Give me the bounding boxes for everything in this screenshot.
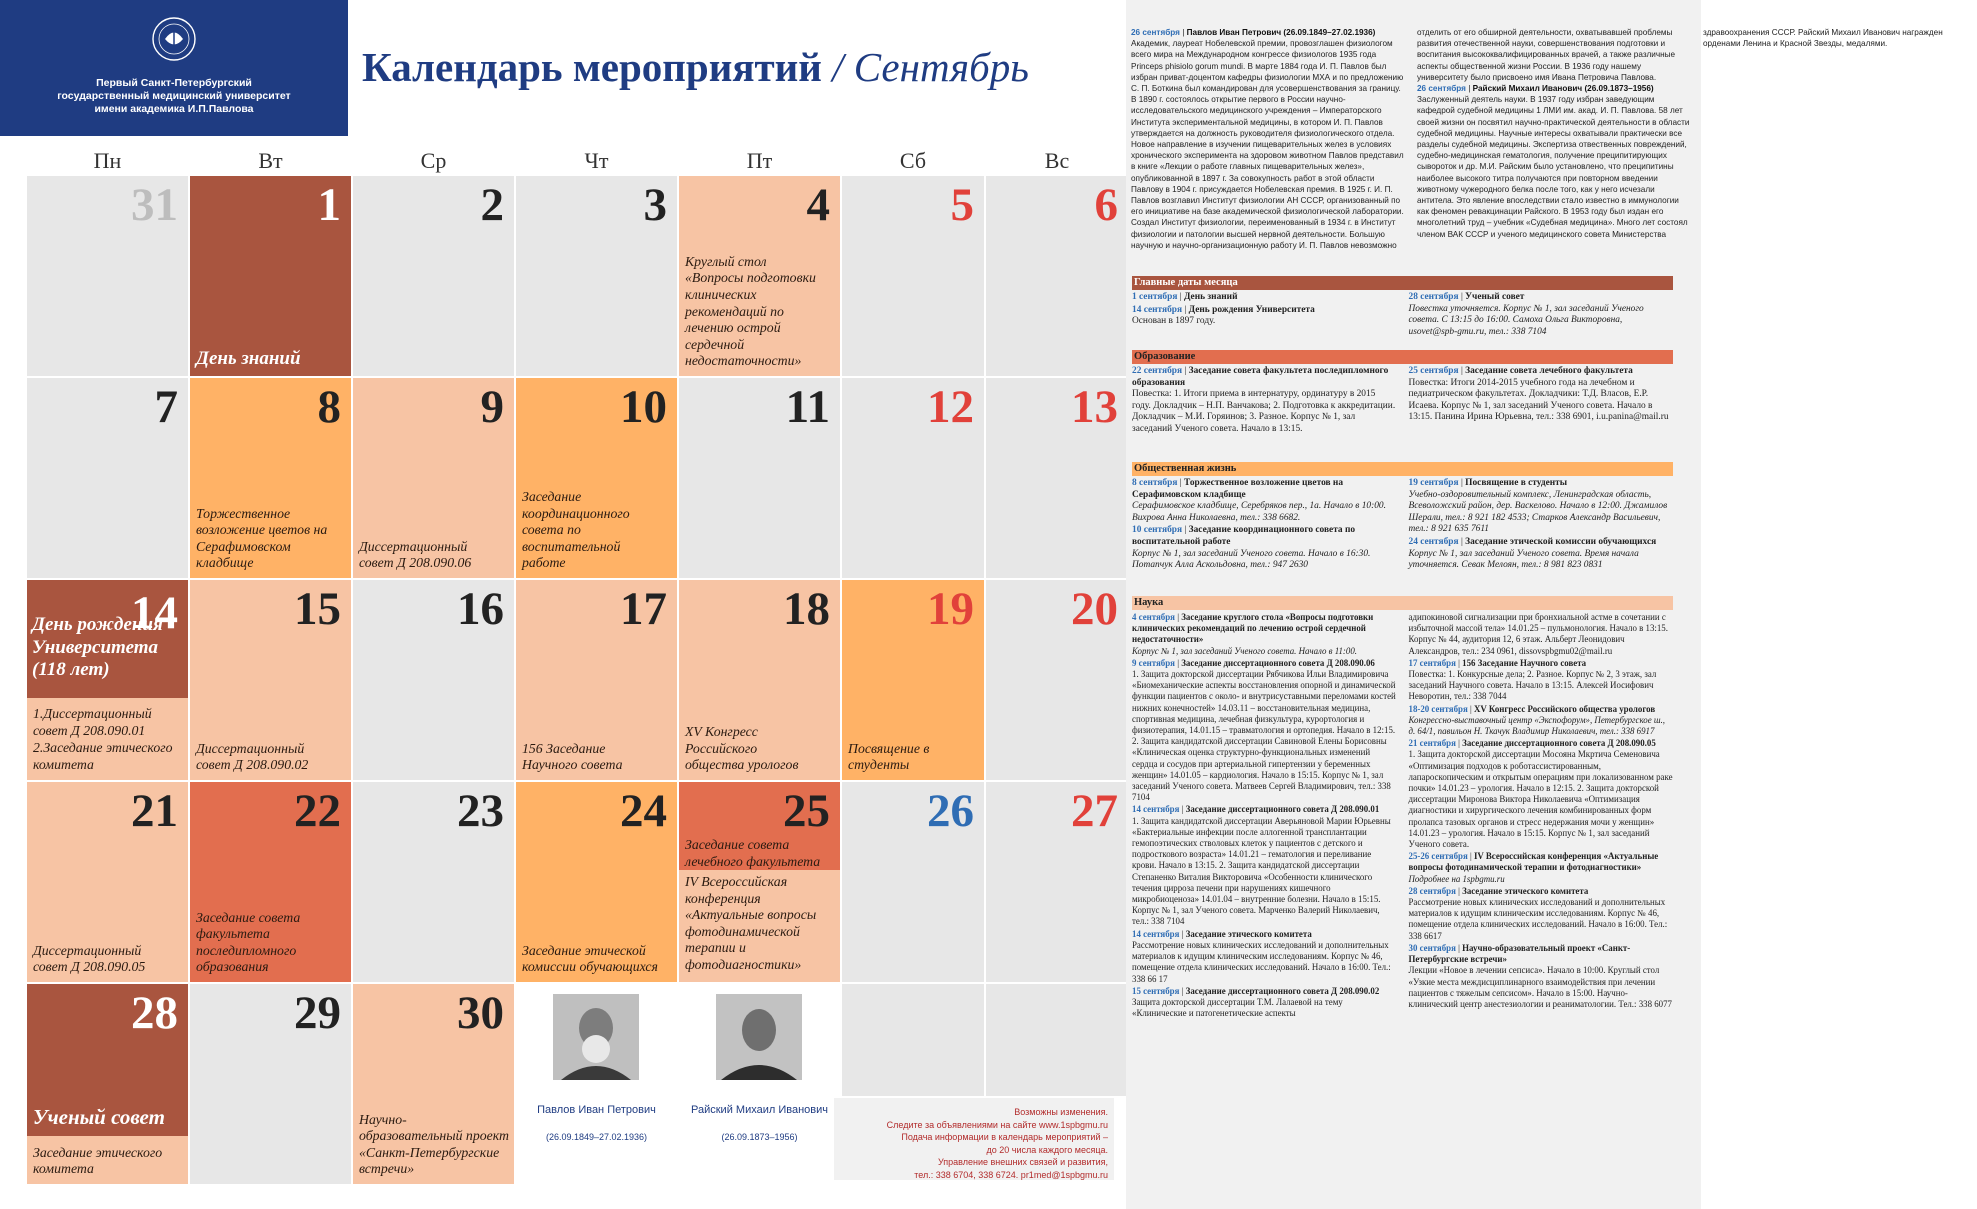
day-number: 16 [457,583,504,635]
event-label: Заседание совета лечебного факультета [685,837,821,869]
entry-text: 1. Защита докторской диссертации Мосояна Мкртича Семеновича «Оптимизация подходов к роботассистированным, лапароскопическим и открытым операциям при локализованном раке почки» 14.01.23 – урология. Начало в 12:15. 2. Защита докторской диссертации Миронова Виктора Николаевича «Оптимизация диагностики и хирургического лечения комбинированных форм пролапса тазовых органов и стресс недержания мочи у женщин» 14.01.23 – урология. Начало в 15:15. Корпус № 1, зал заседаний Ученого совета. [1408,749,1673,850]
entry-heading: IV Всероссийская конференция «Актуальные вопросы фотодинамической терапии и фотодиагностики» [1408,851,1659,873]
day-cell-15[interactable] [190,580,351,780]
entry-text: Повестка: 1. Конкурсные дела; 2. Разное. Корпус № 2, 3 этаж, зал заседаний Научного совета. Начало в 13:15. Алексей Иосифович Неворотин, тел.: 338 7044 [1408,669,1657,702]
event-label: 2.Заседание этического комитета [33,740,173,772]
entry-heading: Ученый совет [1465,292,1525,302]
day-cell-20[interactable] [986,580,1128,780]
entry-heading: Заседание круглого стола «Вопросы подготовки клинических рекомендаций по лечению острой сердечной недостаточности» [1132,612,1374,645]
portrait-dates: (26.09.1849–27.02.1936) [545,1132,648,1142]
event-label: Диссертационный совет Д 208.090.06 [359,538,472,571]
section-column-left: 22 сентября | Заседание совета факультета последипломного образования Повестка: 1. Итоги приема в интернатуру, ординатуру в 2015 году. Докладчик – Н.П. Ванчакова; 2. Подготовка к аккредитации. Докладчик – М.И. Горяинов; 3. Разное. Корпус № 1, зал заседаний Ученого совета. Начало в 13:15. [1132,366,1396,434]
day-number: 7 [154,381,178,433]
day-number: 5 [950,179,974,231]
entry-text: Повестка: Итоги 2014-2015 учебного года на лечебном и педиатрическом факультетах. Докладчики: Т.Д. Власов, Е.Р. Исаева. Корпус № 1, зал заседаний Ученого совета. Начало в 13:15. Панина Ирина Юрьевна, тел.: 338 6901, i.u.panina@mail.ru [1408,377,1669,423]
day-cell-13[interactable] [986,378,1128,578]
event-label: IV Всероссийская конференция «Актуальные вопросы фотодинамической терапии и фотодиагностики» [685,874,817,972]
day-number: 12 [927,381,974,433]
event-label: Диссертационный совет Д 208.090.02 [196,740,309,773]
section-education [1132,350,1673,437]
event-label: 1.Диссертационный совет Д 208.090.01 [33,706,152,738]
entry-date: 28 сентября [1408,292,1459,302]
section-title: Образование [1132,350,1673,364]
entry-heading: 156 Заседание Научного совета [1462,657,1587,668]
entry-text: Основан в 1897 году. [1132,316,1216,327]
event-label: Диссертационный совет Д 208.090.05 [33,942,146,975]
event-label: XV Конгресс Российского общества урологов [685,724,799,773]
bio-text: Академик, лауреат Нобелевской премии, провозглашен физиологом всего мира на Международном конгрессе физиологов 1935 года Princeps phisiolo gorum mundi. В марте 1884 года И. П. Павлов был избран приват-доцентом кафедры физиологии МХА и по предложению С. П. Боткина был командирован для усовершенствования за границу. В 1890 г. состоялось открытие первого в России научно-исследовательского медицинского учреждения – Императорского Института экспериментальной медицины, в котором И. П. Павлов утверждается на должность руководителя физиологического отдела. Новое направление в изучении пищеварительных желез в условиях хронического эксперимента на здоровом животном Павлов представил в книге «Лекции о работе главных пищеварительных желез», опубликованной в 1897 г. За совокупность работ в этой области Павлову в 1904 г. присуждается Нобелевская премия. В 1925 г. И. П. Павлов возглавил Институт физиологии АН СССР, организованный по его инициативе на базе академической физиологической лаборатории. Создал Институт физиологии, переименованный в 1934 г. в Институт физиологии и патологии высшей нервной деятельности. Большую научную и научно-организационную работу И. П. Павлов невозможно отделить от его обширной деятельности, охватывавшей проблемы развития отечественной науки, совершенствования подготовки и воспитания высококвалифицированных врачей, а также различные аспекты общественной жизни России. В 1936 году нашему университету было присвоено имя Ивана Петровича Павлова. [1131,28,1676,250]
portrait-image [553,994,639,1080]
entry-date: 14 сентября [1132,804,1180,815]
entry-date: 30 сентября [1408,942,1456,953]
bio-heading: Павлов Иван Петрович (26.09.1849–27.02.1936) [1186,28,1376,37]
entry-date: 28 сентября [1408,885,1456,896]
entry-date: 25-26 сентября [1408,851,1468,862]
day-cell-26[interactable] [842,782,984,982]
section-title: Главные даты месяца [1132,276,1673,290]
entry-date: 14 сентября [1132,304,1183,315]
entry-date: 15 сентября [1132,985,1180,996]
entry-date: 8 сентября [1132,478,1178,488]
birthday-title: День рождения Университета (118 лет) [32,614,163,680]
section-column-left: 4 сентября | Заседание круглого стола «Вопросы подготовки клинических рекомендаций по лечению острой сердечной недостаточности» Корпус № 1, зал заседаний Ученого совета. Начало в 11:00. 9 сентября | Заседание диссертационного совета Д 208.090.06 1. Защита докторской диссертации Рябчикова Ильи Владимировича «Биомеханические аспекты восстановления опорной и динамической функции пациентов с около- и внутрисуставными переломами костей нижних конечностей» 14.03.11 – восстановительная медицина, спортивная медицина, лечебная физкультура, курортология и физиотерапия, 14.01.15 – травматология и ортопедия. Начало в 12:15. 2. Защита кандидатской диссертации Савиновой Елены Борисовны «Клиническая оценка структурно-функциональных изменений сердца и сосудов при артериальной гипертензии у беременных женщин» 14.01.05 – кардиология. Начало в 15:15. Корпус № 1, зал заседаний Ученого совета. Матвеев Сергей Владимирович, тел.: 338 7104 14 сентября | Заседание диссертационного совета Д 208.090.01 1. Защита кандидатской диссертации Аверьяновой Марии Юрьевны «Бактериальные инфекции после аллогенной трансплантации гемопоэтических стволовых клеток у пациентов с детского и подросткового возраста» 14.01.21 – гематология и переливание крови. Начало в 13:15. 2. Защита кандидатской диссертации Степаненко Виталия Викторовича «Особенности клинического течения цирроза печени при нарушениях кишечного микробиоценоза» 14.01.04 – внутренние болезни. Начало в 15:15. Корпус № 1, зал Ученого совета. Марченко Валерий Николаевич, тел.: 338 7104 14 сентября | Заседание этического комитета Рассмотрение новых клинических исследований и дополнительных материалов к идущим клиническим исследованиям. Корпус № 46, помещение отдела клинических исследований. Начало в 16:00. Тел.: 338 66 17 15 сентября | Заседание диссертационного совета Д 208.090.02 Защита докторской диссертации Т.М. Лалаевой на тему «Клинические и патогенетические аспекты [1132,612,1396,1019]
day-number: 29 [294,987,341,1039]
day-cell-31[interactable] [27,176,188,376]
entry-heading: Заседание координационного совета по воспитательной работе [1132,525,1356,547]
portrait-image [716,994,802,1080]
entry-text: Корпус № 1, зал заседаний Ученого совета. Время начала уточняется. Севак Мелоян, тел.: 8 981 823 0831 [1408,548,1639,571]
day-cell-19[interactable] [842,580,984,780]
entry-text: Корпус № 1, зал заседаний Ученого совета. Начало в 16:30. Потапчук Алла Аскольдовна, тел.: 947 2630 [1132,548,1371,571]
entry-date: 21 сентября [1408,738,1456,749]
day-cell-29[interactable] [190,984,351,1184]
person-photo-icon [553,994,639,1080]
entry-text: Конгрессно-выставочный центр «Экспофорум», Петербургское ш., д. 64/1, павильон H. Ткачук Владимир Николаевич, тел.: 338 6917 [1408,714,1666,737]
entry-date: 18-20 сентября [1408,703,1468,714]
day-number: 19 [927,583,974,635]
day-number: 22 [294,785,341,837]
university-logo-block [0,0,348,136]
weekday-label: Пн [93,148,122,173]
day-number: 6 [1094,179,1118,231]
title-month: / Сентябрь [832,44,1029,90]
day-cell-21[interactable] [27,782,188,982]
entry-heading: Торжественное возложение цветов на Серафимовском кладбище [1132,478,1344,500]
day-cell-7[interactable] [27,378,188,578]
academic-council-block [27,984,188,1136]
entry-text: Рассмотрение новых клинических исследований и дополнительных материалов к идущим клиническим исследованиям. Корпус № 46, помещение отдела клинических исследований. Начало в 16:00. Тел.: 338 6617 [1408,897,1668,941]
day-number: 18 [783,583,830,635]
day-cell-11[interactable] [679,378,840,578]
day-cell-28[interactable] [27,984,188,1184]
faculty-council-block [679,782,840,870]
day-cell-1[interactable] [190,176,351,376]
entry-date: 10 сентября [1132,525,1183,536]
event-label: 156 Заседание Научного совета [522,740,623,773]
entry-text: Корпус № 1, зал заседаний Ученого совета. Начало в 11:00. [1132,645,1357,656]
day-number: 13 [1071,381,1118,433]
section-column-right: адипокиновой сигнализации при бронхиальной астме в сочетании с избыточной массой тела» 14.01.25 – пульмонология. Начало в 13:15. Корпус № 44, аудитория 12, 6 этаж. Альберт Леонидович Александров, тел.: 234 0961, dissovspbgmu02@mail.ru 17 сентября | 156 Заседание Научного совета Повестка: 1. Конкурсные дела; 2. Разное. Корпус № 2, 3 этаж, зал заседаний Научного совета. Начало в 13:15. Алексей Иосифович Неворотин, тел.: 338 7044 18-20 сентября | XV Конгресс Российского общества урологов Конгрессно-выставочный центр «Экспофорум», Петербургское ш., д. 64/1, павильон H. Ткачук Владимир Николаевич, тел.: 338 6917 21 сентября | Заседание диссертационного совета Д 208.090.05 1. Защита докторской диссертации Мосояна Мкртича Семеновича «Оптимизация подходов к роботассистированным, лапароскопическим и открытым операциям при локализованном раке почки» 14.01.23 – урология. Начало в 12:15. 2. Защита докторской диссертации Миронова Виктора Николаевича «Оптимизация диагностики и хирургического лечения комбинированных форм пролапса тазовых органов и стресс недержания мочи у женщин» 14.01.23 – урология. Начало в 15:15. Корпус № 1, зал заседаний Ученого совета. 25-26 сентября | IV Всероссийская конференция «Актуальные вопросы фотодинамической терапии и фотодиагностики» Подробнее на 1spbgmu.ru 28 сентября | Заседание этического комитета Рассмотрение новых клинических исследований и дополнительных материалов к идущим клиническим исследованиям. Корпус № 46, помещение отдела клинических исследований. Начало в 16:00. Тел.: 338 6617 30 сентября | Научно-образовательный проект «Санкт-Петербургские встречи» Лекции «Новое в лечении сепсиса». Начало в 10:00. Круглый стол «Узкие места междисциплинарного взаимодействия при лечении пациентов с тяжелым сепсисом». Начало в 15:00. Научно-клинический центр анестезиологии и реаниматологии. Тел.: 338 6077 [1408,612,1673,1009]
entry-text: Повестка уточняется. Корпус № 1, зал заседаний Ученого совета. С 13:15 до 16:00. Самоха Ольга Викторовна, usovet@spb-gmu.ru, тел.: 338 7104 [1408,303,1644,337]
entry-text: Серафимовское кладбище, Серебряков пер., 1а. Начало в 10:00. Вихрова Анна Николаевна, тел.: 338 6682. [1132,501,1386,523]
day-cell-3[interactable] [516,176,677,376]
event-label: Заседание координационного совета по воспитательной работе [522,489,630,571]
event-label: Заседание совета факультета последипломного образования [196,909,301,975]
event-label: День знаний [196,348,301,369]
page-title [362,42,1029,92]
entry-heading: Заседание диссертационного совета Д 208.090.01 [1185,804,1380,815]
bio-text: Заслуженный деятель науки. В 1937 году избран заведующим кафедрой судебной медицины 1 ЛМИ им. акад. И. П. Павлова. 58 лет своей жизни он посвятил научно-практической деятельности в области судебной медицины. Научные интересы охватывали практически все разделы судебной медицины. Экспертиза отвественных повреждений, судебно-медицинская гематология, получение преципитирующих сывороток и др. М.И. Райским было установлено, что преципитины наиболее высокого титра получаются при повторном введении животному чужеродного белка после того, как у него исчезали антитела. Это явление впоследствии стало известно в иммунологии как феномен ревакцинации Райского. В 1953 году был издан его многолетний труд – учебник «Судебная медицина». Много лет состоял членом ВАК СССР и ученого медицинского совета Министерства здравоохранения СССР. Райский Михаил Иванович награжден орденами Ленина и Красной Звезды, медалями. [1417,28,1943,239]
bio-date: 26 сентября [1131,28,1180,37]
day-number: 30 [457,987,504,1039]
day-number: 31 [131,179,178,231]
entry-heading: XV Конгресс Российского общества урологов [1473,703,1656,714]
entry-text: Учебно-оздоровительный комплекс, Ленинградская область, Всеволожский район, дер. Васкелово. Начало в 12:00. Джамилов Шерали, тел.: 8 921 182 4533; Старков Александр Васильевич, тел.: 8 921 635 7611 [1408,489,1668,535]
entry-heading: День рождения Университета [1188,304,1315,315]
section-title: Наука [1132,596,1673,610]
entry-heading: Заседание диссертационного совета Д 208.090.02 [1185,985,1380,996]
portrait-card-raisky [679,984,840,1184]
entry-text: Лекции «Новое в лечении сепсиса». Начало в 10:00. Круглый стол «Узкие места междисциплинарного взаимодействия при лечении пациентов с тяжелым сепсисом». Начало в 15:00. Научно-клинический центр анестезиологии и реаниматологии. Тел.: 338 6077 [1408,965,1672,1009]
entry-text: Повестка: 1. Итоги приема в интернатуру, ординатуру в 2015 году. Докладчик – Н.П. Ванчакова; 2. Подготовка к аккредитации. Докладчик – М.И. Горяинов; 3. Разное. Корпус № 1, зал заседаний Ученого совета. Начало в 13:15. [1132,389,1396,434]
portrait-dates: (26.09.1873–1956) [721,1132,798,1142]
section-column-left: 1 сентября | День знаний 14 сентября | День рождения Университета Основан в 1897 году. [1132,292,1315,327]
entry-text: 1. Защита докторской диссертации Рябчикова Ильи Владимировича «Биомеханические аспекты восстановления опорной и динамической функции пациентов с около- и внутрисуставными переломами костей нижних конечностей» 14.03.11 – восстановительная медицина, спортивная медицина, лечебная физкультура, курортология и физиотерапия, 14.01.15 – травматология и ортопедия. Начало в 12:15. 2. Защита кандидатской диссертации Савиновой Елены Борисовны «Клиническая оценка структурно-функциональных изменений сердца и сосудов при артериальной гипертензии у беременных женщин» 14.01.05 – кардиология. Начало в 15:15. Корпус № 1, зал заседаний Ученого совета. Матвеев Сергей Владимирович, тел.: 338 7104 [1132,669,1396,803]
day-number: 1 [317,179,341,231]
entry-date: 4 сентября [1132,612,1175,622]
day-cell-12[interactable] [842,378,984,578]
event-label: Научно-образовательный проект «Санкт-Петербургские встречи» [359,1111,509,1177]
weekday-label: Вт [258,148,283,173]
section-column-right: 25 сентября | Заседание совета лечебного факультета Повестка: Итоги 2014-2015 учебного года на лечебном и педиатрическом факультетах. Докладчики: Т.Д. Власов, Е.Р. Исаева. Корпус № 1, зал заседаний Ученого совета. Начало в 13:15. Панина Ирина Юрьевна, тел.: 338 6901, i.u.panina@mail.ru [1408,366,1669,423]
day-cell-14[interactable] [27,580,188,780]
day-number: 4 [806,179,830,231]
entry-date: 1 сентября [1132,292,1178,302]
day-cell-17[interactable] [516,580,677,780]
day-number: 9 [480,381,504,433]
bio-heading: Райский Михаил Иванович (26.09.1873–1956) [1472,84,1654,94]
university-emblem-icon [151,16,197,62]
day-cell-4[interactable] [679,176,840,376]
day-number: 27 [1071,785,1118,837]
day-number: 8 [317,381,341,433]
empty-cell [842,984,984,1096]
day-cell-30[interactable] [353,984,514,1184]
entry-date: 22 сентября [1132,366,1183,376]
day-cell-16[interactable] [353,580,514,780]
event-label: Заседание этической комиссии обучающихся [522,942,658,975]
day-cell-23[interactable] [353,782,514,982]
entry-date: 14 сентября [1132,928,1180,939]
day-number: 17 [620,583,667,635]
entry-date: 19 сентября [1408,478,1459,488]
entry-heading: Заседание совета лечебного факультета [1465,366,1633,376]
day-cell-2[interactable] [353,176,514,376]
day-cell-22[interactable] [190,782,351,982]
day-cell-9[interactable] [353,378,514,578]
entry-heading: Заседание совета факультета последипломного образования [1132,366,1389,388]
section-column-right: 19 сентября | Посвящение в студенты Учебно-оздоровительный комплекс, Ленинградская область, Всеволожский район, дер. Васкелово. Начало в 12:00. Джамилов Шерали, тел.: 8 921 182 4533; Старков Александр Васильевич, тел.: 8 921 635 7611 24 сентября | Заседание этической комиссии обучающихся Корпус № 1, зал заседаний Ученого совета. Время начала уточняется. Севак Мелоян, тел.: 8 981 823 0831 [1408,478,1668,571]
section-main-dates [1132,276,1673,339]
weekday-label: Сб [899,148,927,173]
entry-heading: Заседание диссертационного совета Д 208.090.05 [1462,738,1656,749]
entry-text: адипокиновой сигнализации при бронхиальной астме в сочетании с избыточной массой тела» 14.01.25 – пульмонология. Начало в 13:15. Корпус № 44, аудитория 12, 6 этаж. Альберт Леонидович Александров, тел.: 234 0961, dissovspbgmu02@mail.ru [1408,612,1668,656]
section-column-left: 8 сентября | Торжественное возложение цветов на Серафимовском кладбище Серафимовское кладбище, Серебряков пер., 1а. Начало в 10:00. Вихрова Анна Николаевна, тел.: 338 6682. 10 сентября | Заседание координационного совета по воспитательной работе Корпус № 1, зал заседаний Ученого совета. Начало в 16:30. Потапчук Алла Аскольдовна, тел.: 947 2630 [1132,478,1386,571]
day-number: 11 [785,381,830,433]
weekday-label: Ср [420,148,447,173]
entry-date: 25 сентября [1408,366,1459,376]
day-cell-24[interactable] [516,782,677,982]
section-science [1132,596,1673,1190]
university-name: Первый Санкт-Петербургский государственный медицинский университет имени академика И.П.Павлова [57,77,291,115]
entry-heading: Заседание диссертационного совета Д 208.090.06 [1181,657,1375,668]
portrait-name: Райский Михаил Иванович [691,1104,828,1116]
event-label: Ученый совет [33,1105,165,1129]
entry-heading: Научно-образовательный проект «Санкт-Петербургские встречи» [1408,942,1631,965]
event-label: Торжественное возложение цветов на Серафимовском кладбище [196,505,328,571]
weekday-label: Вс [1044,148,1070,173]
portrait-name: Павлов Иван Петрович [537,1104,656,1116]
weekday-label: Пт [746,148,773,173]
day-number: 25 [783,785,830,837]
day-number: 21 [131,785,178,837]
day-cell-8[interactable] [190,378,351,578]
entry-heading: День знаний [1183,292,1238,302]
event-label: Посвящение в студенты [848,740,930,773]
day-number: 3 [643,179,667,231]
event-label: Заседание этического комитета [33,1144,163,1177]
contact-notice: Возможны изменения. Следите за объявлениями на сайте www.1spbgmu.ru Подача информации в календарь мероприятий – до 20 числа каждого месяца. Управление внешних связей и развития, тел.: 338 6704, 338 6724. pr1med@1spbgmu.ru [834,1098,1114,1180]
day-number: 2 [480,179,504,231]
day-number: 20 [1071,583,1118,635]
day-number: 26 [927,785,974,837]
day-number: 14 [131,587,178,639]
title-main: Календарь мероприятий [362,44,822,90]
day-cell-6[interactable] [986,176,1128,376]
day-number: 15 [294,583,341,635]
day-number: 10 [620,381,667,433]
entry-date: 24 сентября [1408,536,1459,547]
entry-text: Рассмотрение новых клинических исследований и дополнительных материалов к идущим клиническим исследованиям. Корпус № 46, помещение отдела клинических исследований. Начало в 16:00. Тел.: 338 66 17 [1132,939,1391,984]
entry-text: Защита докторской диссертации Т.М. Лалаевой на тему «Клинические и патогенетические аспекты [1132,996,1343,1019]
entry-heading: Заседание этического комитета [1462,885,1589,896]
weekday-label: Чт [584,148,609,173]
bio-date: 26 сентября [1417,84,1466,94]
entry-text: Подробнее на 1spbgmu.ru [1408,873,1505,884]
event-label: Круглый стол «Вопросы подготовки клинических рекомендаций по лечению острой сердечной недостаточности» [685,253,816,369]
empty-cell [986,984,1128,1096]
day-cell-18[interactable] [679,580,840,780]
day-cell-5[interactable] [842,176,984,376]
entry-text: 1. Защита кандидатской диссертации Аверьяновой Марии Юрьевны «Бактериальные инфекции после аллогенной трансплантации гемопоэтических стволовых клеток у пациентов с детского и подросткового возраста» 14.01.21 – гематология и переливание крови. Начало в 13:15. 2. Защита кандидатской диссертации Степаненко Виталия Викторовича «Особенности клинического течения цирроза печени при нарушениях кишечного микробиоценоза» 14.01.04 – внутренние болезни. Начало в 15:15. Корпус № 1, зал Ученого совета. Марченко Валерий Николаевич, тел.: 338 7104 [1132,815,1391,927]
day-number: 23 [457,785,504,837]
portrait-card-pavlov [516,984,677,1184]
section-column-right: 28 сентября | Ученый совет Повестка уточняется. Корпус № 1, зал заседаний Ученого совета. С 13:15 до 16:00. Самоха Ольга Викторовна, usovet@spb-gmu.ru, тел.: 338 7104 [1408,292,1644,337]
birthday-block [27,580,188,698]
day-cell-10[interactable] [516,378,677,578]
person-photo-icon [716,994,802,1080]
biographies: 26 сентября | Павлов Иван Петрович (26.09.1849–27.02.1936) Академик, лауреат Нобелевской премии, провозглашен физиологом всего мира на Международном конгрессе физиологов 1935 года Princeps phisiolo gorum mundi. В марте 1884 года И. П. Павлов был избран приват-доцентом кафедры физиологии МХА и по предложению С. П. Боткина был командирован для усовершенствования за границу. В 1890 г. состоялось открытие первого в России научно-исследовательского медицинского учреждения – Императорского Института экспериментальной медицины, в котором И. П. Павлов утверждается на должность руководителя физиологического отдела. Новое направление в изучении пищеварительных желез в условиях хронического эксперимента на здоровом животном Павлов представил в книге «Лекции о работе главных пищеварительных желез», опубликованной в 1897 г. За совокупность работ в этой области Павлову в 1904 г. присуждается Нобелевская премия. В 1925 г. И. П. Павлов возглавил Институт физиологии АН СССР, организованный по его инициативе на базе академической физиологической лаборатории. Создал Институт физиологии, переименованный в 1934 г. в Институт физиологии и патологии высшей нервной деятельности. Большую научную и научно-организационную работу И. П. Павлов невозможно отделить от его обширной деятельности, охватывавшей проблемы развития отечественной науки, совершенствования подготовки и воспитания высококвалифицированных врачей, а также различные аспекты общественной жизни России. В 1936 году нашему университету было присвоено имя Ивана Петровича Павлова. 26 сентября | Райский Михаил Иванович (26.09.1873–1956) Заслуженный деятель науки. В 1937 году избран заведующим кафедрой судебной медицины 1 ЛМИ им. акад. И. П. Павлова. 58 лет своей жизни он посвятил научно-практической деятельности в области судебной медицины. Научные интересы охватывали практически все разделы судебной медицины. Экспертиза отвественных повреждений, судебно-медицинская гематология, получение преципитирующих сывороток и др. М.И. Райским было установлено, что преципитины наиболее высокого титра получаются при повторном введении животному чужеродного белка после того, как у него исчезали антитела. Это явление впоследствии стало известно в иммунологии как феномен ревакцинации Райского. В 1953 году был издан его многолетний труд – учебник «Судебная медицина». Много лет состоял членом ВАК СССР и ученого медицинского совета Министерства здравоохранения СССР. Райский Михаил Иванович награжден орденами Ленина и Красной Звезды, медалями. [1131,28,1943,250]
day-number: 28 [131,987,178,1039]
entry-heading: Заседание этического комитета [1185,928,1312,939]
section-title: Общественная жизнь [1132,462,1673,476]
entry-heading: Посвящение в студенты [1465,478,1568,488]
day-cell-27[interactable] [986,782,1128,982]
day-cell-25[interactable] [679,782,840,982]
entry-heading: Заседание этической комиссии обучающихся [1465,536,1657,547]
entry-date: 9 сентября [1132,657,1175,668]
section-social-life [1132,462,1673,573]
day-number: 24 [620,785,667,837]
entry-date: 17 сентября [1408,657,1456,668]
